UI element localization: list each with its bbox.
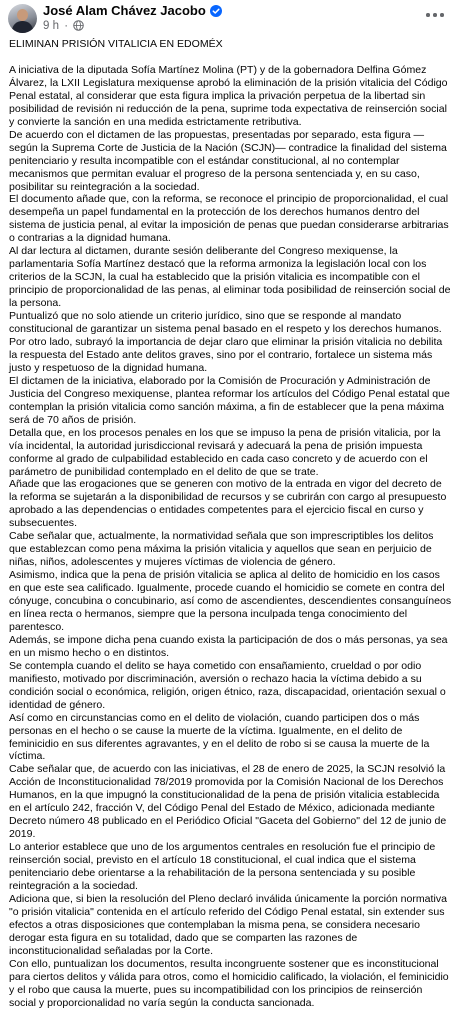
more-dot [433,13,437,17]
post-paragraph: Detalla que, en los procesos penales en los que se impuso la pena de prisión vitalicia, por la vía incidental, la autoridad jurisdiccional revisará y adecuará la pena de prisión impuesta conforme al grado de culpabilidad establecido en cada caso concreto y de acuerdo con el parámetro de punibilidad contemplado en el delito de que se trate. [9,426,441,478]
post-paragraph: Cabe señalar que, de acuerdo con las iniciativas, el 28 de enero de 2025, la SCJN resolvió la Acción de Inconstitucionalidad 78/2019 promovida por la Comisión Nacional de los Derechos Humanos, en la que impugnó la constitucionalidad de la pena de prisión vitalicia establecida en el artículo 242, fracción V, del Código Penal del Estado de México, adicionada mediante Decreto número 48 publicado en el Periódico Oficial "Gaceta del Gobierno" del 12 de junio de 2019. [9,763,447,841]
verified-badge-icon [210,5,222,17]
more-dot [426,13,430,17]
meta-separator: · [64,20,69,32]
post-paragraph: Por otro lado, subrayó la importancia de dejar claro que eliminar la prisión vitalicia no debilita la respuesta del Estado ante delitos graves, sino por el contrario, fortalece un sistema más justo y respetuoso de la dignidad humana. [9,335,443,374]
more-options-icon[interactable] [425,8,445,22]
post-headline: ELIMINAN PRISIÓN VITALICIA EN EDOMÉX [9,38,223,50]
globe-icon [73,20,84,31]
post-paragraph: El dictamen de la iniciativa, elaborado por la Comisión de Procuración y Administración de Justicia del Congreso mexiquense, plantea reformar los artículos del Código Penal estatal que contemplan la prisión vitalicia como sanción máxima, a fin de establecer que la pena máxima será de 70 años de prisión. [9,374,450,426]
avatar-body [12,21,33,33]
post-paragraph: Cabe señalar que, actualmente, la normatividad señala que son imprescriptibles los delitos que establezcan como pena máxima la prisión vitalicia y aquellos que sean en perjuicio de niñas, niños, adolescentes y mujeres víctimas de violencia de género. [9,530,434,569]
post-paragraph: Asimismo, indica que la pena de prisión vitalicia se aplica al delito de homicidio en los casos en que este sea calificado. Igualmente, procede cuando el homicidio se comete en contra del cónyuge, concubina o concubinario, así como de ascendientes, descendientes consanguíneos en línea recta o hermanos, siempre que la persona inculpada tenga conocimiento del parentesco. [9,569,452,633]
post-paragraph: Puntualizó que no solo atiende un criterio jurídico, sino que se responde al mandato constitucional de garantizar un sistema penal basado en el respeto y los derechos humanos. [9,310,442,336]
author-name[interactable]: José Alam Chávez Jacobo [43,3,206,18]
post-paragraph: Añade que las erogaciones que se generen con motivo de la entrada en vigor del decreto de la reforma se sujetarán a la disponibilidad de recursos y se cubrirán con cargo al presupuesto aprobado a las dependencias o entidades competentes para el ejercicio fiscal en curso y subsecuentes. [9,478,447,530]
post-timestamp[interactable]: 9 h [43,20,59,32]
post-paragraph: Con ello, puntualizan los documentos, resulta incongruente sostener que es inconstitucional para ciertos delitos y válida para otros, como el homicidio calificado, la violación, el feminicidio y el robo que causa la muerte, pues su incompatibilidad con los principios de reinserción social y proporcionalidad no varía según la conducta sancionada. [9,957,449,1009]
post-paragraph: Lo anterior establece que uno de los argumentos centrales en resolución fue el principio de reinserción social, previsto en el artículo 18 constitucional, el cual indica que el sistema penitenciario debe orientarse a la rehabilitación de la persona sentenciada y su posible reintegración a la sociedad. [9,841,436,892]
avatar-head [17,9,28,21]
post-header [0,0,459,38]
post-meta [43,20,84,32]
author-name-row [43,3,222,18]
post-paragraph: Se contempla cuando el delito se haya cometido con ensañamiento, crueldad o por odio manifiesto, motivado por discriminación, aversión o rechazo hacia la víctima debido a su condición social o económica, religión, origen étnico, raza, discapacidad, orientación sexual o identidad de género. [9,659,446,711]
author-avatar[interactable] [8,4,37,33]
post-paragraph: Así como en circunstancias como en el delito de violación, cuando participen dos o más personas en el hecho o se cause la muerte de la víctima. Igualmente, en el delito de feminicidio en sus diferentes agravantes, y en el delito de robo si se causa la muerte de la víctima. [9,711,430,763]
more-dot [440,13,444,17]
post-paragraph: Además, se impone dicha pena cuando exista la participación de dos o más personas, ya sea en un mismo hecho o en distintos. [9,633,448,659]
post-paragraph: Al dar lectura al dictamen, durante sesión deliberante del Congreso mexiquense, la parlamentaria Sofía Martínez destacó que la reforma armoniza la legislación local con los criterios de la SCJN, la cual ha establecido que la prisión vitalicia es incompatible con el principio de proporcionalidad de las penas, al eliminar toda posibilidad de reinserción social de la persona. [9,245,451,310]
post-body [9,38,452,1010]
post-paragraph: Adiciona que, si bien la resolución del Pleno declaró inválida únicamente la porción normativa "o prisión vitalicia" contenida en el artículo referido del Código Penal estatal, sin extender sus efectos a otras disposiciones que contemplaban la misma pena, se considera necesario derogar esta figura en su totalidad, dado que se comparten las razones de inconstitucionalidad señaladas por la Corte. [9,892,447,957]
post-paragraph: El documento añade que, con la reforma, se reconoce el principio de proporcionalidad, el cual desempeña un papel fundamental en la protección de los derechos humanos dentro del sistema de justicia penal, al evitar la imposición de penas que puedan considerarse arbitrarias o contrarias a la dignidad humana. [9,193,449,245]
post-paragraph: A iniciativa de la diputada Sofía Martínez Molina (PT) y de la gobernadora Delfina Gómez Álvarez, la LXII Legislatura mexiquense aprobó la eliminación de la prisión vitalicia del Código Penal estatal, al considerar que esta figura implica la privación perpetua de la libertad sin posibilidad de revisión ni reducción de la pena, suprime toda expectativa de reinserción social y convierte la sanción en una medida estrictamente retributiva. [9,63,448,128]
post-paragraph: De acuerdo con el dictamen de las propuestas, presentadas por separado, esta figura —según la Suprema Corte de Justicia de la Nación (SCJN)— contradice la finalidad del sistema penitenciario y resulta incompatible con el estándar constitucional, al no contemplar mecanismos que permitan evaluar el progreso de la persona sentenciada y, en su caso, posibilitar su reintegración a la sociedad. [9,128,447,193]
